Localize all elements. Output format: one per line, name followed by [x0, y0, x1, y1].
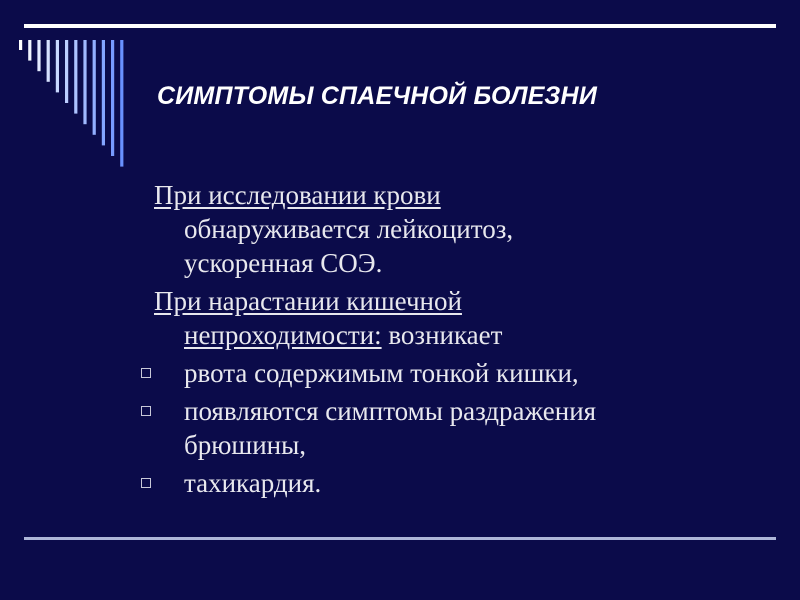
symptom-list: [154, 356, 754, 500]
vertical-stripes-decoration: [0, 0, 140, 170]
decorative-stripe: [111, 40, 114, 156]
decorative-stripe: [120, 40, 123, 167]
hollow-square-icon: [141, 478, 151, 488]
decorative-stripe: [93, 40, 96, 135]
bottom-rule: [24, 537, 776, 540]
list-item: [154, 394, 754, 462]
list-item-text: рвота содержимым тонкой кишки,: [184, 358, 579, 388]
list-item: [154, 466, 754, 500]
decorative-stripe: [56, 40, 59, 92]
decorative-stripe: [83, 40, 86, 124]
list-item-text: появляются симптомы раздражения: [184, 396, 597, 426]
paragraph-lead: При исследовании крови: [154, 180, 441, 210]
decorative-stripe: [19, 40, 22, 50]
list-item-text: тахикардия.: [184, 468, 322, 498]
hollow-square-icon: [141, 368, 151, 378]
paragraph-line: ускоренная СОЭ.: [184, 248, 383, 278]
slide-body: [154, 178, 754, 504]
paragraph-obstruction: [154, 284, 754, 352]
paragraph-line-rest: возникает: [381, 320, 503, 350]
slide-title: СИМПТОМЫ СПАЕЧНОЙ БОЛЕЗНИ: [157, 82, 597, 110]
decorative-stripe: [65, 40, 68, 103]
decorative-stripe: [28, 40, 31, 61]
paragraph-lead: При нарастании кишечной: [154, 286, 462, 316]
decorative-stripe: [74, 40, 77, 114]
paragraph-blood-test: [154, 178, 754, 280]
hollow-square-icon: [141, 406, 151, 416]
list-item: [154, 356, 754, 390]
decorative-stripe: [37, 40, 40, 71]
decorative-stripe: [102, 40, 105, 145]
paragraph-underlined-word: непроходимости:: [184, 320, 382, 350]
paragraph-line: обнаруживается лейкоцитоз,: [184, 214, 514, 244]
decorative-stripe: [47, 40, 50, 82]
list-item-text: брюшины,: [184, 430, 306, 460]
